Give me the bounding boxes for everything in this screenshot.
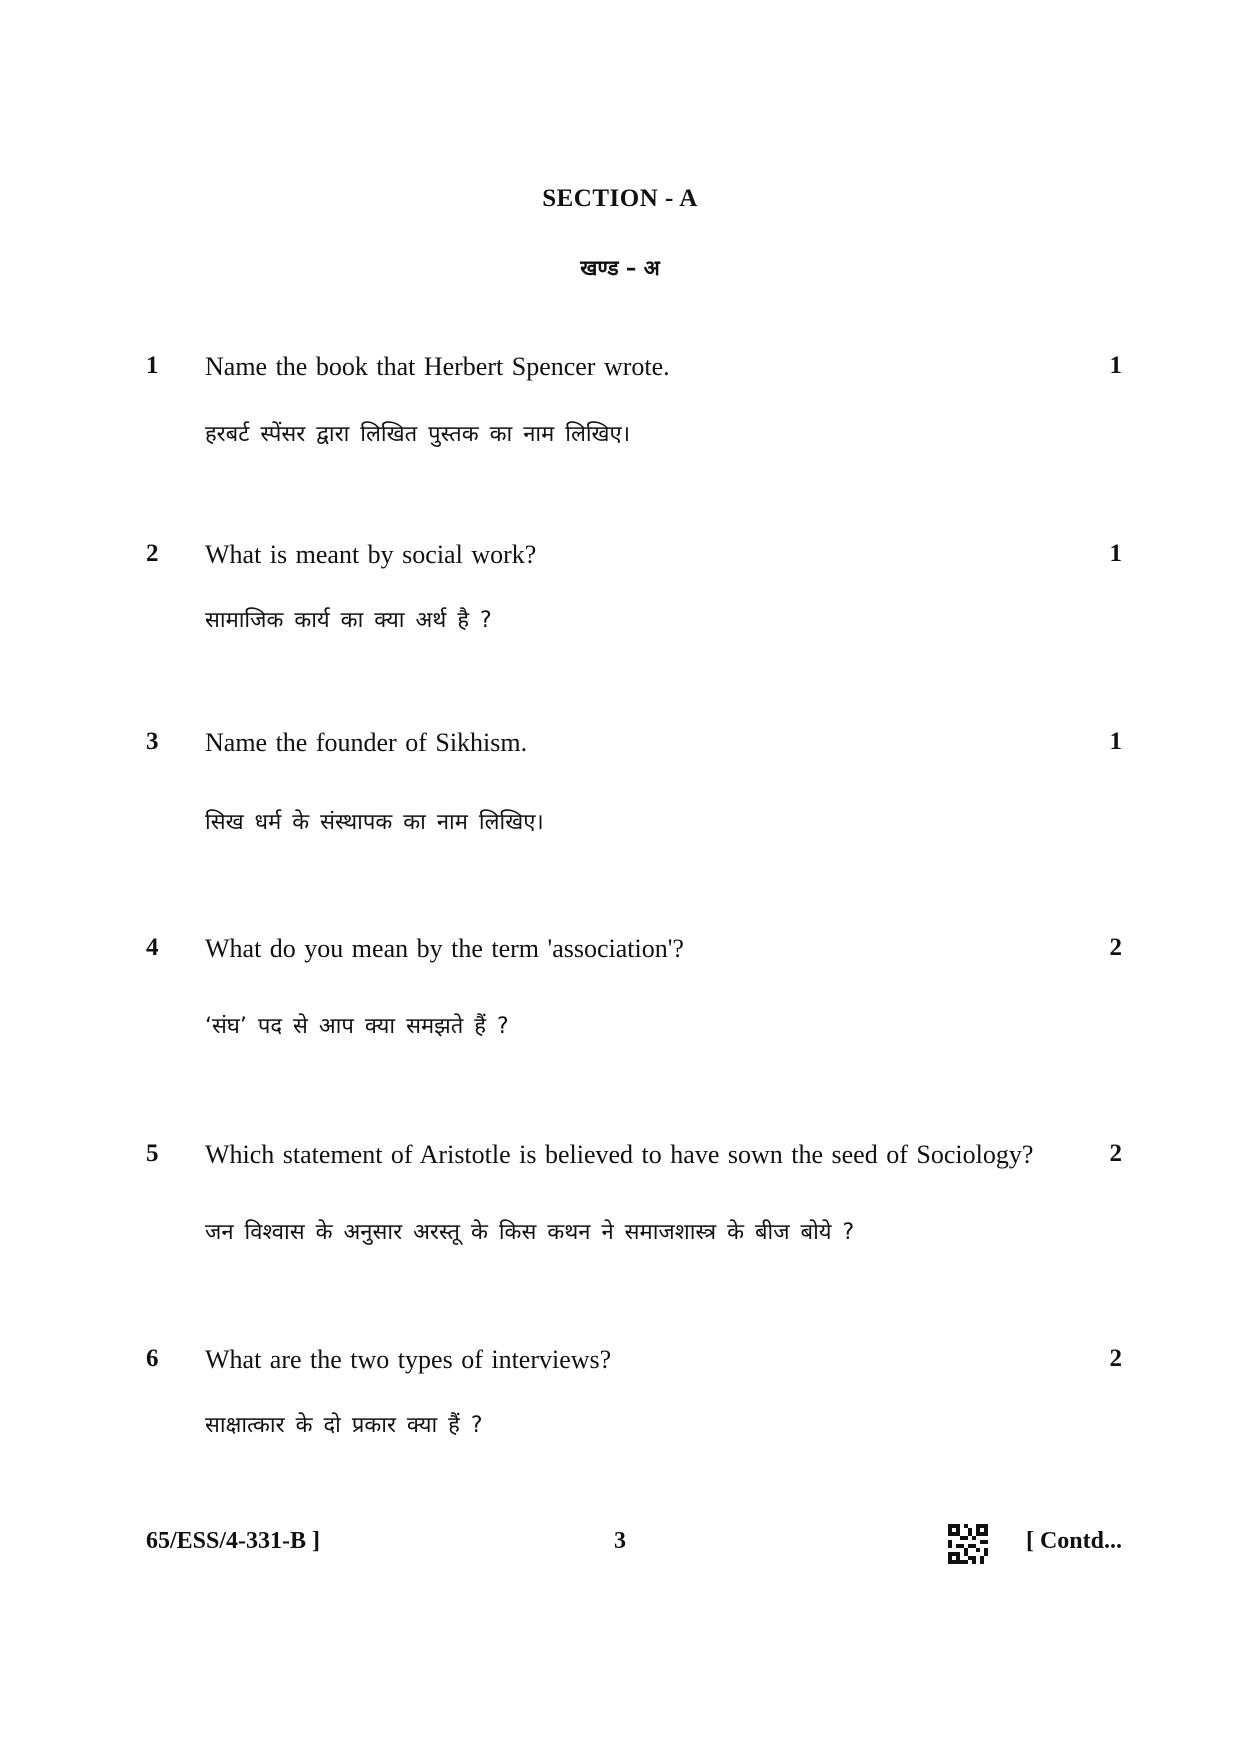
question-number: 5: [146, 1140, 159, 1167]
question-text-english: What is meant by social work?: [205, 540, 537, 569]
question-marks: 1: [1109, 540, 1122, 567]
page-footer: [0, 1528, 1240, 1578]
question-marks: 1: [1109, 352, 1122, 379]
question-marks: 1: [1109, 728, 1122, 755]
question-marks: 2: [1109, 934, 1122, 961]
question-number: 6: [146, 1345, 159, 1372]
section-title: SECTION - A: [542, 185, 698, 212]
section-subtitle: खण्ड – अ: [580, 256, 660, 280]
question-text-english: What are the two types of interviews?: [205, 1345, 612, 1374]
question-text-hindi: जन विश्वास के अनुसार अरस्तू के किस कथन ने समाजशास्त्र के बीज बोये ?: [205, 1220, 855, 1245]
question-number: 2: [146, 540, 159, 567]
page-number: 3: [614, 1528, 626, 1554]
question-text-hindi: सिख धर्म के संस्थापक का नाम लिखिए।: [205, 810, 544, 835]
question-number: 1: [146, 352, 159, 379]
question-text-hindi: सामाजिक कार्य का क्या अर्थ है ?: [205, 608, 492, 633]
question-number: 4: [146, 934, 159, 961]
question-text-english: Which statement of Aristotle is believed to have sown the seed of Sociology?: [205, 1140, 1034, 1169]
question-marks: 2: [1109, 1345, 1122, 1372]
question-text-english: What do you mean by the term 'association'?: [205, 934, 684, 963]
question-text-hindi: हरबर्ट स्पेंसर द्वारा लिखित पुस्तक का नाम लिखिए।: [205, 422, 631, 447]
question-text-english: Name the book that Herbert Spencer wrote.: [205, 352, 670, 381]
question-text-hindi: ‘संघ’ पद से आप क्या समझते हैं ?: [205, 1014, 509, 1039]
qr-code-icon: [948, 1524, 988, 1564]
question-marks: 2: [1109, 1140, 1122, 1167]
question-number: 3: [146, 728, 159, 755]
paper-code: 65/ESS/4-331-B ]: [146, 1528, 321, 1554]
continued-label: [ Contd...: [1025, 1528, 1122, 1554]
question-text-english: Name the founder of Sikhism.: [205, 728, 528, 757]
question-text-hindi: साक्षात्कार के दो प्रकार क्या हैं ?: [205, 1413, 483, 1438]
